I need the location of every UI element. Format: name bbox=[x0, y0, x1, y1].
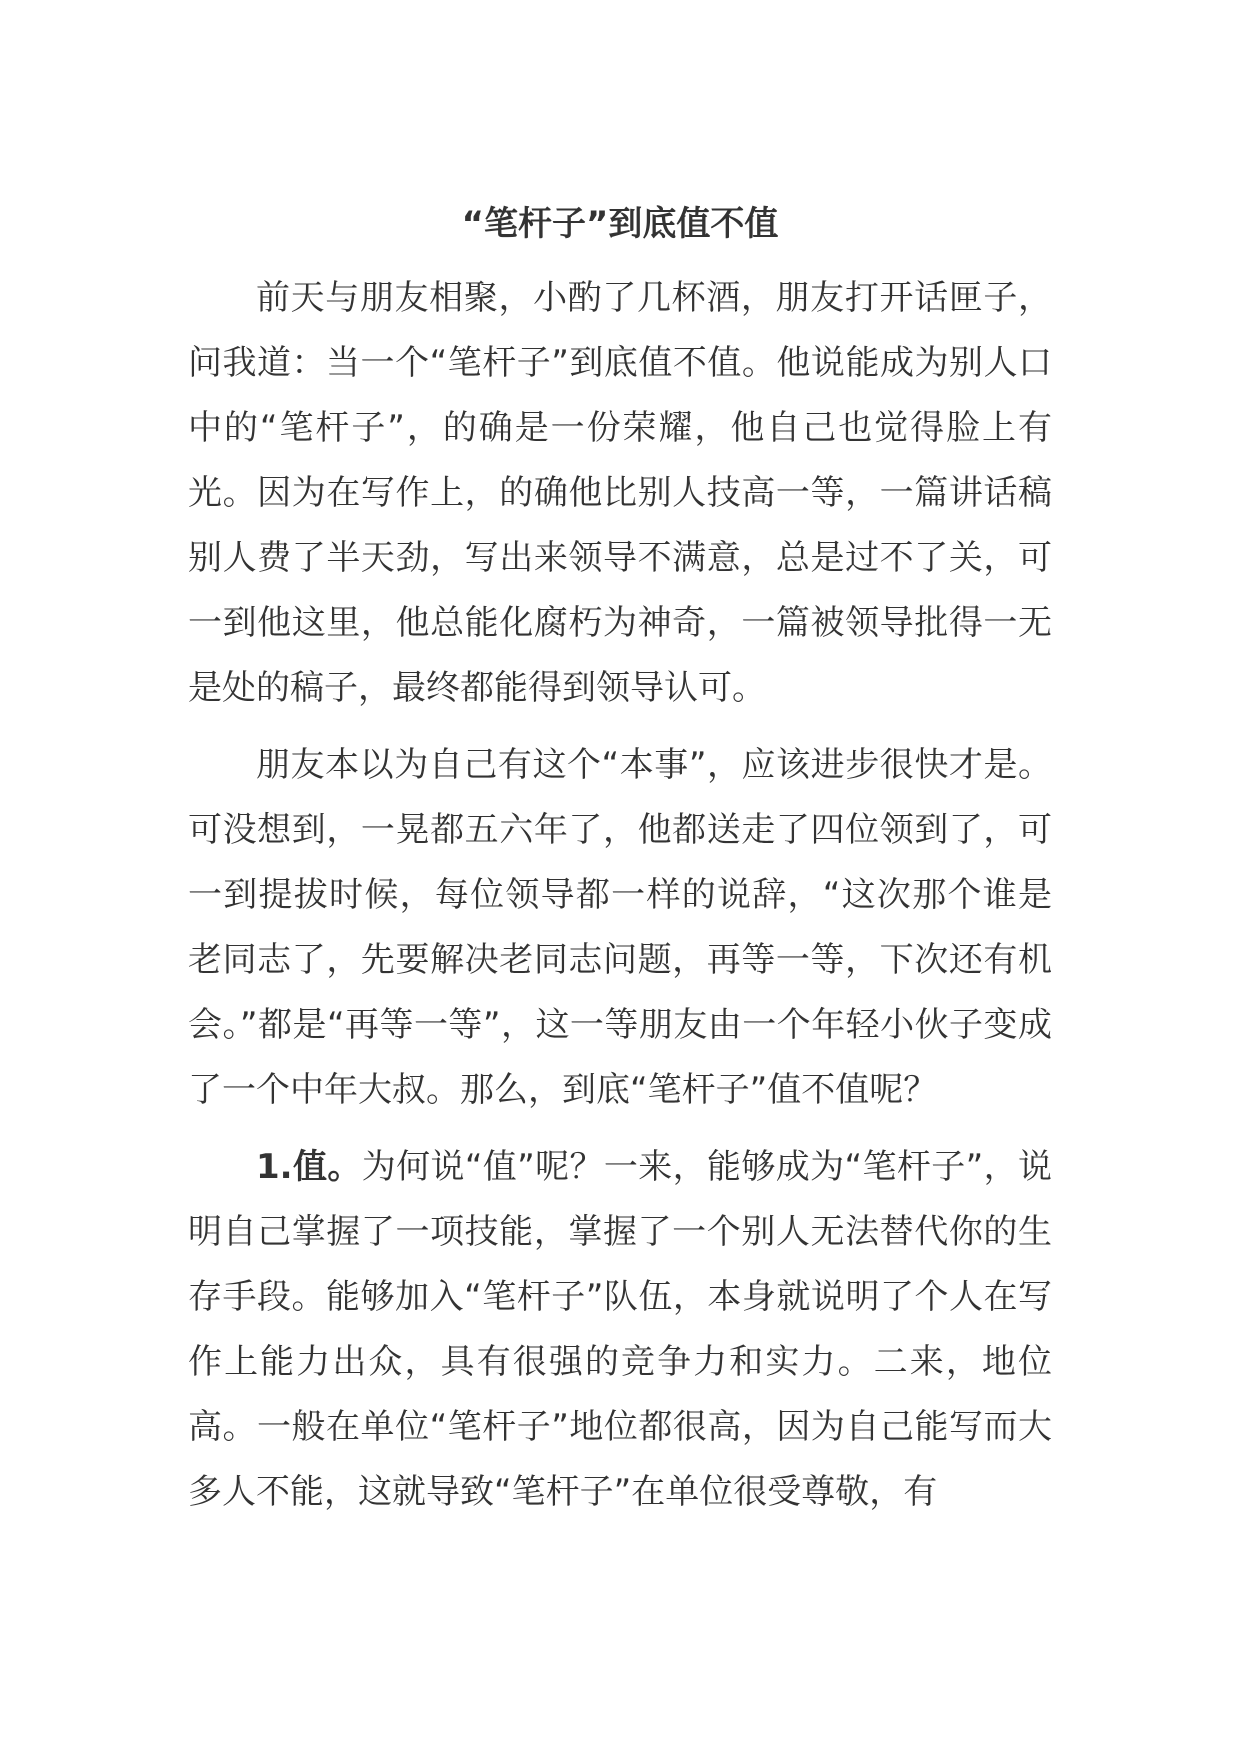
paragraph-3-heading: 1.值。 bbox=[256, 1147, 362, 1187]
paragraph-1-text: 前天与朋友相聚，小酌了几杯酒，朋友打开话匣子，问我道：当一个“笔杆子”到底值不值。他说能成为别人口中的“笔杆子”，的确是一份荣耀，他自己也觉得脸上有光。因为在写作上，的确他比别人技高一等，一篇讲话稿别人费了半天劲，写出来领导不满意，总是过不了关，可一到他这里，他总能化腐朽为神奇，一篇被领导批得一无是处的稿子，最终都能得到领导认可。 bbox=[188, 278, 1052, 708]
document-page bbox=[188, 200, 1052, 1537]
paragraph-2 bbox=[188, 733, 1052, 1123]
paragraph-3 bbox=[188, 1135, 1052, 1525]
paragraph-2-text: 朋友本以为自己有这个“本事”，应该进步很快才是。可没想到，一晃都五六年了，他都送走了四位领到了，可一到提拔时候，每位领导都一样的说辞，“这次那个谁是老同志了，先要解决老同志问题，再等一等，下次还有机会。”都是“再等一等”，这一等朋友由一个年轻小伙子变成了一个中年大叔。那么，到底“笔杆子”值不值呢？ bbox=[188, 745, 1052, 1110]
paragraph-1 bbox=[188, 266, 1052, 721]
document-title: “笔杆子”到底值不值 bbox=[461, 204, 779, 244]
paragraph-3-text: 为何说“值”呢？一来，能够成为“笔杆子”，说明自己掌握了一项技能，掌握了一个别人无法替代你的生存手段。能够加入“笔杆子”队伍，本身就说明了个人在写作上能力出众，具有很强的竞争力和实力。二来，地位高。一般在单位“笔杆子”地位都很高，因为自己能写而大多人不能，这就导致“笔杆子”在单位很受尊敬，有 bbox=[188, 1147, 1052, 1512]
